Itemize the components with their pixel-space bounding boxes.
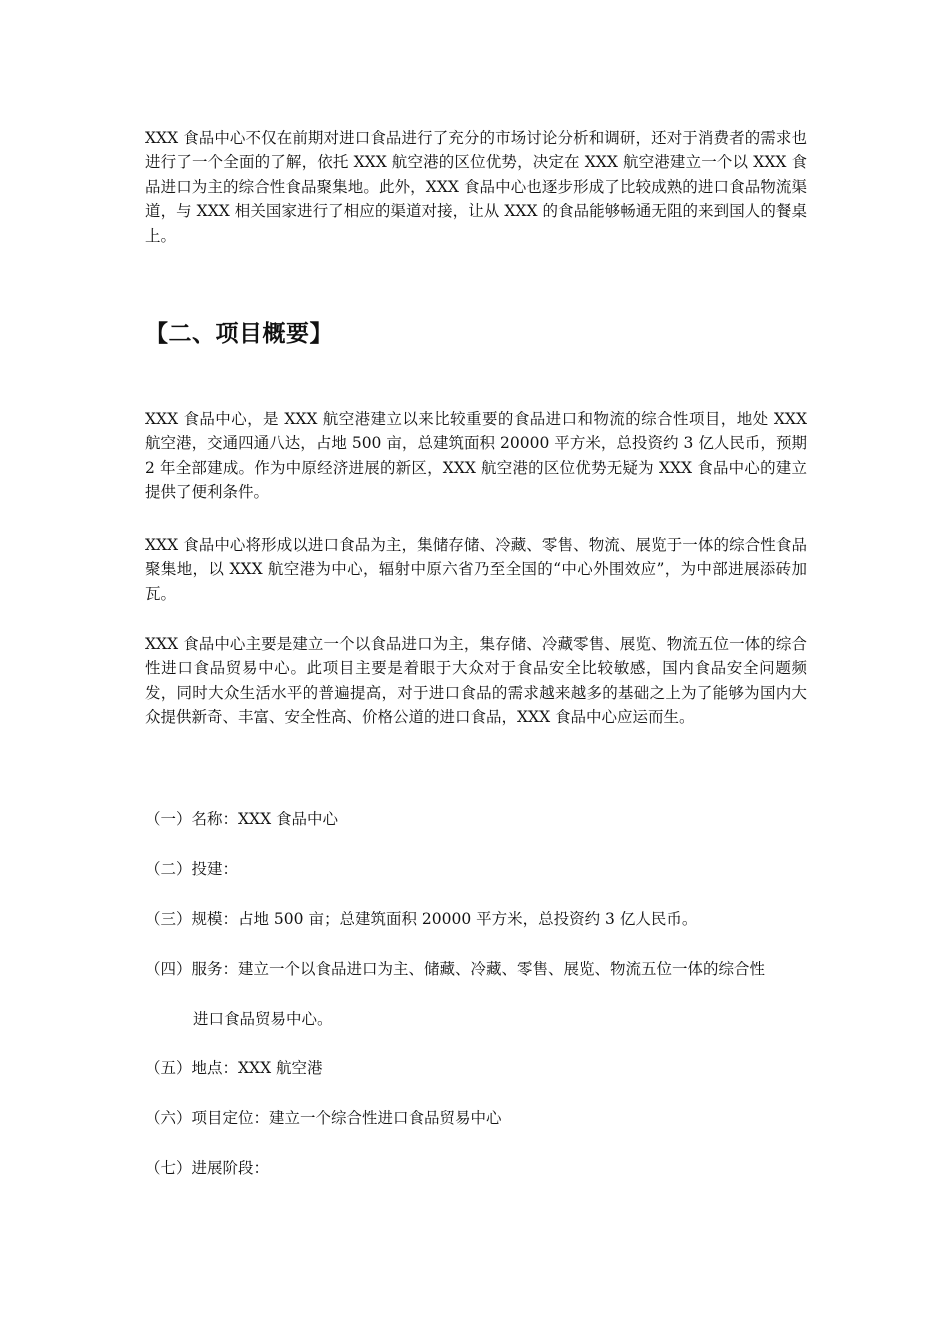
overview-paragraph-1: XXX 食品中心，是 XXX 航空港建立以来比较重要的食品进口和物流的综合性项目，地处 XXX 航空港，交通四通八达，占地 500 亩，总建筑面积 20000 平方米，总投资约 3 亿人民币，预期 2 年全部建成。作为中原经济进展的新区，XXX 航空港的区位优势无疑为 XXX 食品中心的建立提供了便利条件。	[145, 410, 807, 502]
list-item-service: （四）服务：建立一个以食品进口为主、储藏、冷藏、零售、展览、物流五位一体的综合性	[145, 960, 766, 978]
section-heading: 【二、项目概要】	[145, 321, 333, 347]
overview-paragraph-2: XXX 食品中心将形成以进口食品为主，集储存储、冷藏、零售、物流、展览于一体的综合性食品聚集地，以 XXX 航空港为中心，辐射中原六省乃至全国的“中心外围效应”，为中部进展添砖加瓦。	[145, 536, 807, 603]
list-item-positioning: （六）项目定位：建立一个综合性进口食品贸易中心	[145, 1109, 502, 1127]
list-item-service-continuation: 进口食品贸易中心。	[193, 1010, 333, 1028]
overview-paragraph-3: XXX 食品中心主要是建立一个以食品进口为主，集存储、冷藏零售、展览、物流五位一体的综合性进口食品贸易中心。此项目主要是着眼于大众对于食品安全比较敏感，国内食品安全问题频发，同时大众生活水平的普遍提高，对于进口食品的需求越来越多的基础之上为了能够为国内大众提供新奇、丰富、安全性高、价格公道的进口食品，XXX 食品中心应运而生。	[145, 635, 807, 727]
list-item-investment: （二）投建：	[145, 860, 239, 878]
list-item-scale: （三）规模：占地 500 亩；总建筑面积 20000 平方米，总投资约 3 亿人民币。	[145, 910, 698, 928]
list-item-name: （一）名称：XXX 食品中心	[145, 810, 339, 828]
intro-paragraph: XXX 食品中心不仅在前期对进口食品进行了充分的市场讨论分析和调研，还对于消费者的需求也进行了一个全面的了解，依托 XXX 航空港的区位优势，决定在 XXX 航空港建立一个以 XXX 食品进口为主的综合性食品聚集地。此外，XXX 食品中心也逐步形成了比较成熟的进口食品物流渠道，与 XXX 相关国家进行了相应的渠道对接，让从 XXX 的食品能够畅通无阻的来到国人的餐桌上。	[145, 129, 807, 245]
list-item-location: （五）地点：XXX 航空港	[145, 1059, 323, 1077]
list-item-progress-stage: （七）进展阶段：	[145, 1159, 270, 1177]
